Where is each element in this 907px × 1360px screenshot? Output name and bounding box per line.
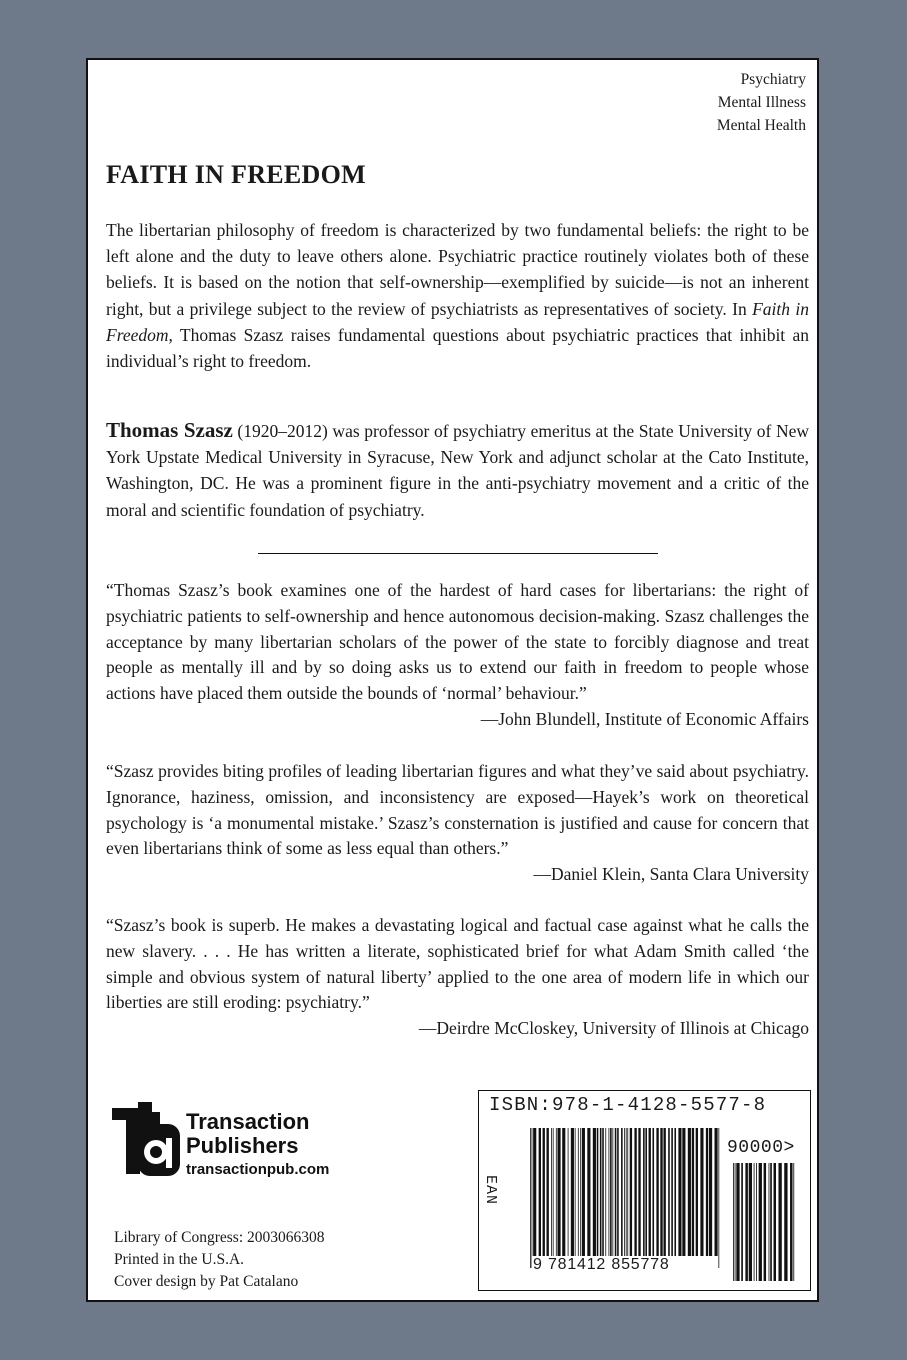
barcode-bar xyxy=(741,1163,743,1281)
barcode-bar xyxy=(609,1128,610,1256)
publisher-url: transactionpub.com xyxy=(186,1161,330,1178)
barcode-bar xyxy=(671,1128,673,1256)
barcode-box xyxy=(478,1090,811,1291)
barcode-bar xyxy=(736,1163,739,1281)
barcode-bar xyxy=(546,1128,548,1256)
publisher-name xyxy=(186,1110,309,1158)
barcode-bar xyxy=(656,1128,658,1256)
barcode-bar xyxy=(568,1128,569,1256)
ta-logo-icon xyxy=(108,1102,182,1180)
barcode-bar xyxy=(630,1128,632,1256)
barcode-bar xyxy=(769,1163,770,1281)
barcode-bar xyxy=(718,1128,719,1268)
barcode-bar xyxy=(652,1128,654,1256)
endorsement-quote xyxy=(106,913,809,1042)
barcode-bar xyxy=(580,1128,581,1256)
barcode-bar xyxy=(610,1128,612,1256)
barcode-bar xyxy=(600,1128,602,1256)
barcode-bar xyxy=(605,1128,606,1256)
cover-design-credit: Cover design by Pat Catalano xyxy=(114,1273,299,1290)
barcode-bar xyxy=(533,1128,536,1256)
barcode-bar xyxy=(692,1128,694,1256)
description-book-title: Faith in Freedom xyxy=(106,298,809,345)
barcode-bar xyxy=(749,1163,752,1281)
barcode-bar xyxy=(643,1128,645,1256)
library-of-congress: Library of Congress: 2003066308 xyxy=(114,1229,325,1246)
quote-attribution: —Daniel Klein, Santa Clara University xyxy=(533,864,809,885)
barcode-bar xyxy=(663,1128,665,1256)
publisher-logo xyxy=(108,1102,348,1184)
barcode-bar xyxy=(709,1128,712,1256)
price-code: 90000> xyxy=(727,1138,795,1158)
description-part1: The libertarian philosophy of freedom is characterized by two fundamental beliefs: the right to be left alone and the duty to leave others alone. Psychiatric practice routinely violates both of these beliefs. It is based on the notion that self-ownership—exemplified by suicide—is not an inherent right, but a privilege subject to the review of psychiatrists as representatives of society. In xyxy=(106,220,809,319)
barcode-bar xyxy=(688,1128,691,1256)
barcode-bar xyxy=(715,1128,718,1256)
barcode-bar xyxy=(593,1128,596,1256)
barcode-bar xyxy=(624,1128,625,1256)
barcode-bar xyxy=(615,1128,617,1256)
barcode-bar xyxy=(770,1163,772,1281)
barcode-bar xyxy=(578,1128,579,1256)
barcode-bar xyxy=(682,1128,685,1256)
barcode-bar xyxy=(602,1128,604,1256)
barcode-bar xyxy=(543,1128,545,1256)
barcode-bar xyxy=(678,1128,681,1256)
barcode-bar xyxy=(551,1128,552,1256)
barcode-bar xyxy=(612,1128,613,1256)
barcode-bar xyxy=(735,1163,736,1281)
barcode-bar xyxy=(571,1128,574,1256)
book-title: FAITH IN FREEDOM xyxy=(106,160,366,189)
printed-in: Printed in the U.S.A. xyxy=(114,1251,245,1268)
barcode-bar xyxy=(582,1128,585,1256)
barcode-bar xyxy=(597,1128,599,1256)
barcode-bar xyxy=(696,1128,698,1256)
barcode-bar xyxy=(627,1128,628,1256)
subject-mental-illness: Mental Illness xyxy=(717,94,806,111)
barcode-bar xyxy=(530,1128,531,1268)
barcode-bar xyxy=(764,1163,766,1281)
quote-text: “Thomas Szasz’s book examines one of the hardest of hard cases for libertarians: the right of psychiatric patients to self-ownership and hence autonomous decision-making. Szasz challenges the acceptance by many libertarian scholars of the power of the state to forcibly diagnose and treat people as mentally ill and by so doing asks us to extend our faith in freedom to people whose actions have placed them outside the bounds of ‘normal’ behaviour.” xyxy=(106,580,809,704)
ean-label: EAN xyxy=(482,1175,499,1206)
barcode-bar xyxy=(774,1163,776,1281)
barcode-bar xyxy=(793,1163,794,1281)
barcode-bar xyxy=(660,1128,662,1256)
price-barcode-bars xyxy=(733,1163,795,1281)
quote-text: “Szasz provides biting profiles of leading libertarian figures and what they’ve said about psychiatry. Ignorance, haziness, omission, and inconsistency are exposed—Hayek’s work on theoretical psychology is ‘a monumental mistake.’ Szasz’s consternation is justified and cause for concern that even libertarians think of some as less equal than others.” xyxy=(106,761,809,859)
publisher-name-line1: Transaction xyxy=(186,1109,310,1134)
barcode-bar xyxy=(617,1128,619,1256)
barcode-digits: 9 781412 855778 xyxy=(533,1256,670,1273)
quote-text: “Szasz’s book is superb. He makes a devastating logical and factual case against what he calls the new slavery. . . . He has written a literate, sophisticated brief for what Adam Smith called ‘the simple and obvious system of natural liberty’ applied to the one area of modern life in which our liberties are still eroding: psychiatry.” xyxy=(106,915,809,1013)
subject-categories xyxy=(717,68,806,137)
barcode-bars xyxy=(530,1128,720,1268)
barcode-bar xyxy=(778,1163,781,1281)
barcode-bar xyxy=(784,1163,787,1281)
barcode-bar xyxy=(649,1128,651,1256)
barcode-bar xyxy=(706,1128,708,1256)
subject-mental-health: Mental Health xyxy=(716,117,806,134)
barcode-bar xyxy=(539,1128,541,1256)
barcode-bar xyxy=(532,1128,533,1268)
publisher-name-line2: Publishers xyxy=(186,1133,299,1158)
barcode-bar xyxy=(700,1128,703,1256)
barcode-bar xyxy=(674,1128,676,1256)
barcode-bar xyxy=(626,1128,627,1256)
colophon xyxy=(114,1227,325,1293)
barcode-bar xyxy=(553,1128,554,1256)
quote-attribution: —John Blundell, Institute of Economic Affairs xyxy=(480,708,809,729)
book-description xyxy=(106,217,809,374)
barcode-bar xyxy=(645,1128,647,1256)
back-cover-panel xyxy=(86,58,819,1302)
isbn-number: ISBN:978-1-4128-5577-8 xyxy=(489,1094,767,1116)
barcode-bar xyxy=(638,1128,640,1256)
barcode-bar xyxy=(759,1163,762,1281)
author-name: Thomas Szasz xyxy=(106,418,233,442)
barcode-bar xyxy=(745,1163,747,1281)
barcode-bar xyxy=(668,1128,670,1256)
description-part2: , Thomas Szasz raises fundamental questions about psychiatric practices that inhibit an individual’s right to freedom. xyxy=(106,324,809,372)
barcode-bar xyxy=(562,1128,565,1256)
barcode-bar xyxy=(557,1128,560,1256)
author-bio xyxy=(106,417,809,523)
barcode-bar xyxy=(733,1163,734,1281)
barcode-bar xyxy=(790,1163,792,1281)
endorsement-quote xyxy=(106,759,809,888)
barcode-bar xyxy=(634,1128,636,1256)
barcode-bar xyxy=(754,1163,755,1281)
barcode-bar xyxy=(575,1128,576,1256)
barcode-bar xyxy=(556,1128,557,1256)
barcode-bar xyxy=(756,1163,757,1281)
author-bio-text: (1920–2012) was professor of psychiatry emeritus at the State University of New York Upstate Medical University in Syracuse, New York and adjunct scholar at the Cato Institute, Washington, DC. He was a prominent figure in the anti-psychiatry movement and a critic of the moral and scientific foundation of psychiatry. xyxy=(106,421,809,520)
subject-psychiatry: Psychiatry xyxy=(740,71,806,88)
endorsement-quote xyxy=(106,578,809,733)
barcode-bar xyxy=(587,1128,590,1256)
quote-attribution: —Deirdre McCloskey, University of Illinois at Chicago xyxy=(418,1018,809,1039)
section-divider xyxy=(258,553,658,554)
barcode-bar xyxy=(621,1128,623,1256)
